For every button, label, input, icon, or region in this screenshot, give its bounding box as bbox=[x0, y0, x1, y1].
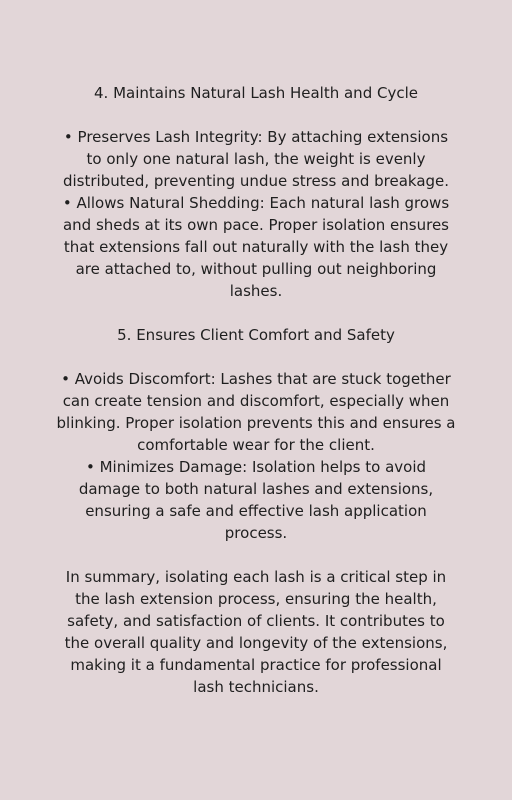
section-heading-4: 4. Maintains Natural Lash Health and Cycle bbox=[94, 84, 418, 102]
text-block bbox=[56, 82, 456, 698]
bullet-preserves-lash-integrity: • Preserves Lash Integrity: By attaching extensions to only one natural lash, the weight is evenly distributed, preventing undue stress and breakage. bbox=[62, 128, 450, 190]
bullet-minimizes-damage: • Minimizes Damage: Isolation helps to avoid damage to both natural lashes and extensions, ensuring a safe and effective lash application process. bbox=[78, 458, 434, 542]
spacer bbox=[56, 104, 456, 126]
section-heading-5: 5. Ensures Client Comfort and Safety bbox=[117, 326, 395, 344]
bullet-allows-natural-shedding: • Allows Natural Shedding: Each natural lash grows and sheds at its own pace. Proper isolation ensures that extensions fall out naturally with the lash they are attached to, without pulling out neighboring lashes. bbox=[62, 194, 450, 300]
bullet-avoids-discomfort: • Avoids Discomfort: Lashes that are stuck together can create tension and discomfort, especially when blinking. Proper isolation prevents this and ensures a comfortable wear for the client. bbox=[56, 370, 456, 454]
spacer bbox=[56, 346, 456, 368]
spacer bbox=[56, 302, 456, 324]
summary-paragraph: In summary, isolating each lash is a critical step in the lash extension process, ensuring the health, safety, and satisfaction of clients. It contributes to the overall quality and longevity of the extensions, making it a fundamental practice for professional lash technicians. bbox=[64, 568, 448, 696]
spacer bbox=[56, 544, 456, 566]
